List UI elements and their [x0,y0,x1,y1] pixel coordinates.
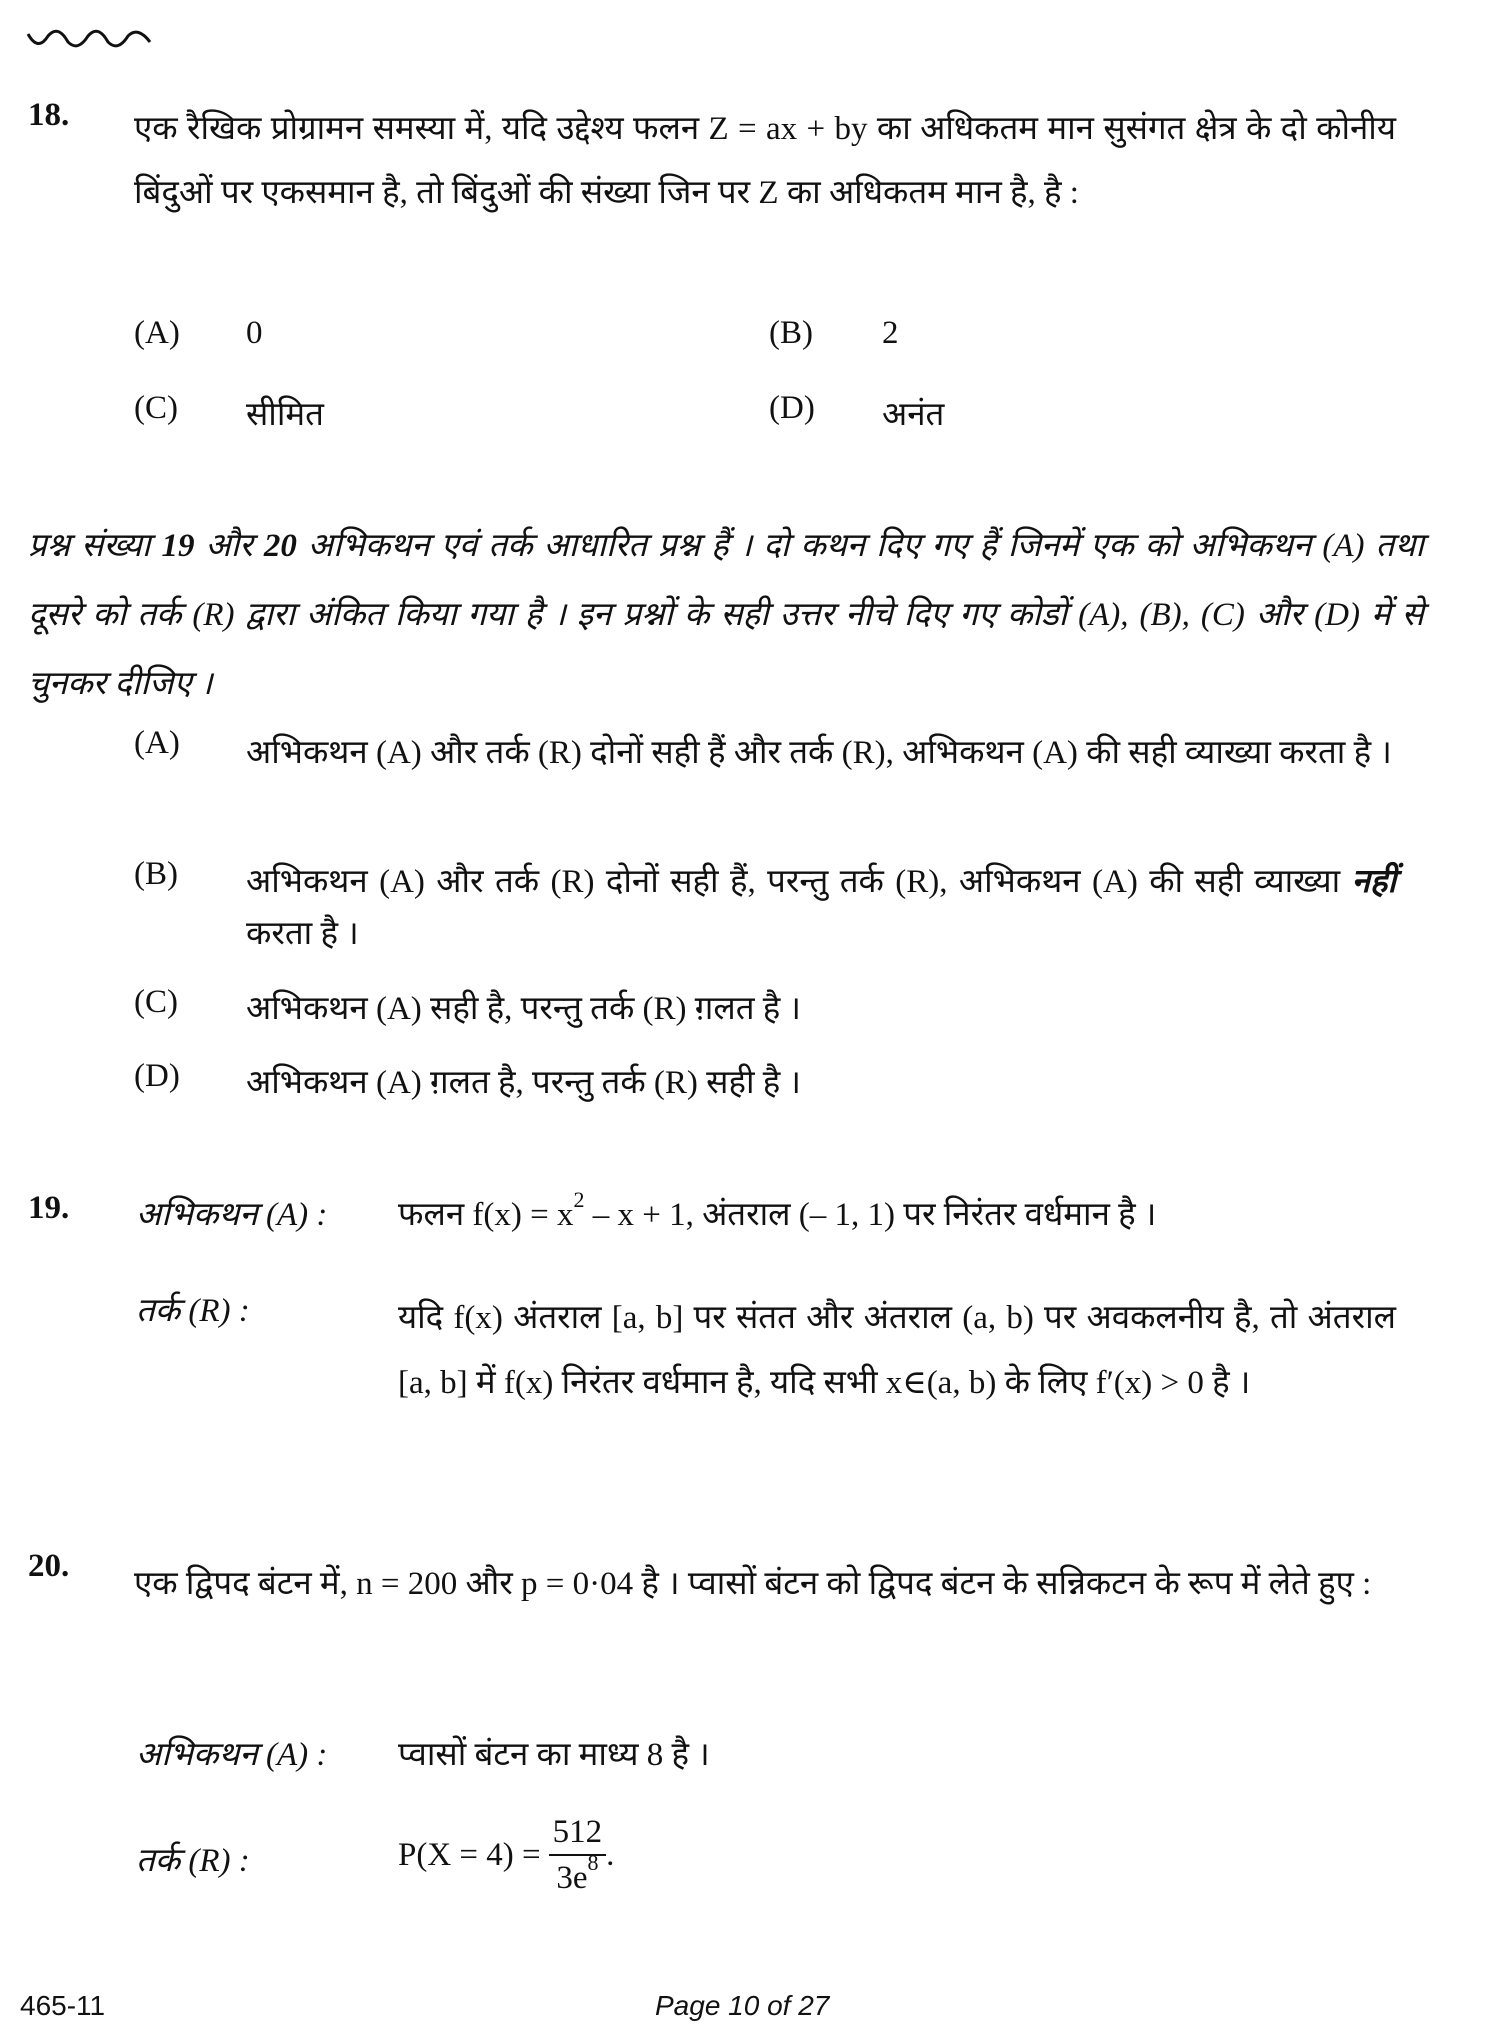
question-ref: 20 [263,528,297,564]
assertion-part: फलन f(x) = x [398,1197,574,1233]
code-label: (C) [134,984,178,1020]
exponent: 8 [587,1850,599,1875]
fraction-denominator [549,1850,607,1900]
option-text: 2 [882,315,899,351]
assertion-part: – x + 1, अंतराल (– 1, 1) पर निरंतर वर्धमान है । [584,1197,1157,1233]
code-label: (D) [134,1058,180,1094]
period: . [606,1836,615,1873]
reason-formula [398,1810,614,1900]
code-text-part: करता है । [246,916,359,952]
instructions-text: अभिकथन एवं तर्क आधारित प्रश्न हैं । दो कथन दिए गए हैं जिनमें एक को अभिकथन (A) तथा दूसरे को तर्क (R) द्वारा अंकित किया गया है । इन प्रश्नों के सही उत्तर नीचे दिए गए कोडों (A), (B), (C) और (D) में से चुनकर दीजिए । [28,528,1424,702]
assertion-text: प्वासों बंटन का माध्य 8 है । [398,1737,710,1773]
question-text: एक द्विपद बंटन में, n = 200 और p = 0·04 है । प्वासों बंटन को द्विपद बंटन के सन्निकटन के रूप में लेते हुए : [134,1566,1372,1602]
assertion-text [398,1187,1157,1235]
assertion-label: अभिकथन (A) : [136,1737,328,1773]
formula-lhs: P(X = 4) = [398,1836,541,1873]
option-text: अनंत [882,397,945,433]
code-text: अभिकथन (A) ग़लत है, परन्तु तर्क (R) सही है । [246,1065,802,1101]
question-number: 18. [28,97,70,133]
reason-label: तर्क (R) : [136,1293,250,1329]
fraction-numerator: 512 [549,1810,607,1856]
reason-label: तर्क (R) : [136,1843,250,1879]
exponent: 2 [573,1187,585,1212]
question-number: 19. [28,1190,70,1226]
option-label: (D) [769,390,815,426]
question-number: 20. [28,1548,70,1584]
option-text: 0 [246,315,263,351]
code-text: अभिकथन (A) सही है, परन्तु तर्क (R) ग़लत है । [246,991,802,1027]
code-label: (A) [134,725,180,761]
code-text: अभिकथन (A) और तर्क (R) दोनों सही हैं और तर्क (R), अभिकथन (A) की सही व्याख्या करता है । [246,735,1392,771]
squiggle-mark [26,28,156,52]
reason-text: यदि f(x) अंतराल [a, b] पर संतत और अंतराल (a, b) पर अवकलनीय है, तो अंतराल [a, b] में f(x) निरंतर वर्धमान है, यदि सभी x∈(a, b) के लिए f′(x) > 0 है । [398,1300,1396,1401]
option-label: (B) [769,315,813,351]
code-text-part: अभिकथन (A) और तर्क (R) दोनों सही हैं, परन्तु तर्क (R), अभिकथन (A) की सही व्याख्या [246,864,1352,900]
option-label: (C) [134,390,178,426]
denominator-base: 3e [556,1860,588,1896]
code-label: (B) [134,856,178,892]
assertion-label: अभिकथन (A) : [136,1197,328,1233]
page-number: Page 10 of 27 [655,1990,830,2021]
instructions-text: और [194,528,264,564]
option-label: (A) [134,315,180,351]
question-text: एक रैखिक प्रोग्रामन समस्या में, यदि उद्देश्य फलन Z = ax + by का अधिकतम मान सुसंगत क्षेत्र के दो कोनीय बिंदुओं पर एकसमान है, तो बिंदुओं की संख्या जिन पर Z का अधिकतम मान है, है : [134,111,1396,211]
paper-code: 465-11 [20,1990,106,2021]
option-text: सीमित [246,397,324,433]
instructions [28,512,1424,719]
code-text [246,856,1396,960]
fraction [549,1810,607,1900]
question-ref: 19 [161,528,195,564]
emphasis: नहीं [1351,864,1396,900]
instructions-text: प्रश्न संख्या [28,528,162,564]
